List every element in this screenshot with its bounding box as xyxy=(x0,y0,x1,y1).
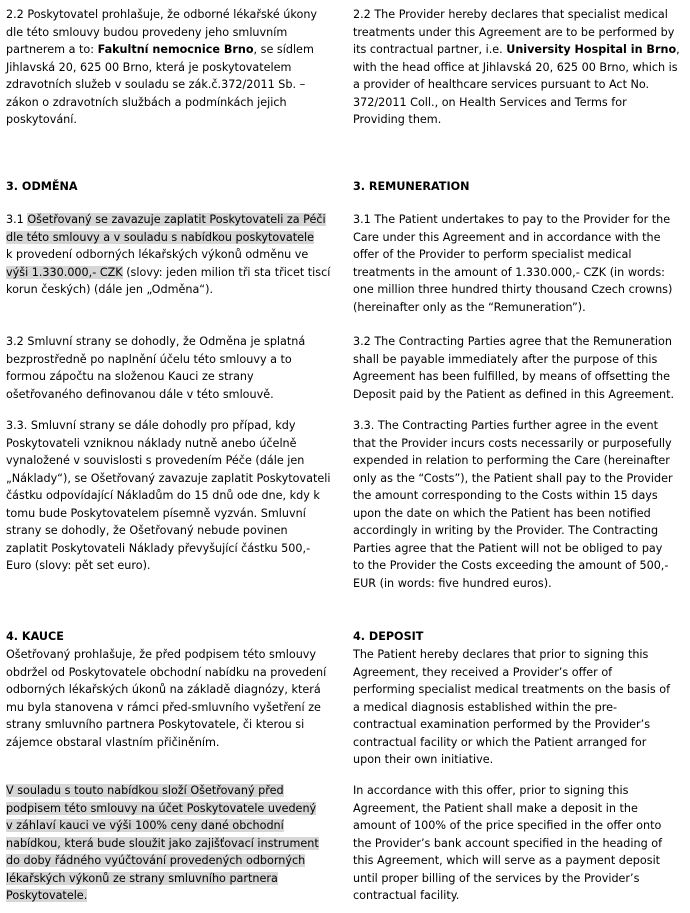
clause-3-2-en xyxy=(353,333,685,403)
text-line: Deposit paid by the Patient as defined in this Agreement. xyxy=(353,387,675,401)
text-line: The Patient hereby declares that prior to signing this xyxy=(353,648,649,661)
section-3-heading-cz: 3. ODMĚNA xyxy=(6,180,78,193)
text-line xyxy=(6,264,340,282)
text-line: Poskytovateli vzniknou náklady nutně anebo účelně xyxy=(6,436,297,450)
text-line: with the head office at Jihlavská 20, 625 00 Brno, which is xyxy=(353,60,678,74)
text-line: Agreement, the Patient shall make a deposit in the xyxy=(353,801,638,815)
clause-4-2-en xyxy=(353,782,685,905)
text-run: , xyxy=(676,43,680,56)
text-line: until proper billing of the services by the Provider’s xyxy=(353,871,640,885)
text-line: only as the “Costs”), the Patient shall pay to the Provider xyxy=(353,471,673,485)
text-line: that the Provider incurs costs necessarily or purposefully xyxy=(353,436,672,450)
text-line: contractual facility or which the Patient arranged for xyxy=(353,735,647,749)
text-line xyxy=(6,41,340,59)
text-line: 372/2011 Coll., on Health Services and Terms for xyxy=(353,95,627,109)
text-line: ošetřovaného definovanou dále v této smlouvě. xyxy=(6,387,274,401)
text-line: 2.2 Poskytovatel prohlašuje, že odborné lékařské úkony xyxy=(6,8,318,21)
highlighted-text: nabídkou, která bude sloužit jako zajišťovací instrument xyxy=(6,836,319,850)
text-line xyxy=(6,870,340,888)
text-line xyxy=(6,782,340,800)
text-line: upon the date on which the Patient has been notified xyxy=(353,506,651,520)
text-line: (hereinafter only as the “Remuneration”). xyxy=(353,300,586,314)
text-line: contractual examination performed by the Provider’s xyxy=(353,718,651,731)
text-run: its contractual partner, i.e. xyxy=(353,43,507,56)
section-3-heading-en: 3. REMUNERATION xyxy=(353,180,470,193)
highlighted-text: V souladu s touto nabídkou složí Ošetřovaný před xyxy=(6,784,284,797)
text-line: 3.3. The Contracting Parties further agree in the event xyxy=(353,419,659,432)
text-line: amount of 100% of the price specified in the offer onto xyxy=(353,819,662,832)
text-line: upon their own initiative. xyxy=(353,753,494,766)
text-line: 3.3. Smluvní strany se dále dohodly pro případ, kdy xyxy=(6,419,296,432)
text-line: the amount corresponding to the Costs within 15 days xyxy=(353,489,658,502)
text-line: 2.2 The Provider hereby declares that specialist medical xyxy=(353,8,668,21)
highlighted-text: Poskytovatele. xyxy=(6,889,88,902)
text-line: treatments in the amount of 1.330.000,- CZK (in words: xyxy=(353,265,665,279)
text-line: mu byla stanovena v rámci před-smluvního vyšetření ze xyxy=(6,700,321,714)
highlighted-text: podpisem této smlouvy na účet Poskytovatele uvedený xyxy=(6,801,317,815)
clause-3-1-en xyxy=(353,211,685,316)
text-run: , se sídlem xyxy=(253,43,314,56)
clause-3-3-cz xyxy=(6,417,340,575)
text-line xyxy=(353,41,685,59)
text-line: zaplatit Poskytovateli Náklady převyšující částku 500,- xyxy=(6,541,311,555)
text-line: zdravotních služeb v souladu se zák.č.372/2011 Sb. – xyxy=(6,78,306,91)
text-line: expended in relation to performing the Care (hereinafter xyxy=(353,454,670,467)
clause-2-2-en xyxy=(353,6,685,129)
text-line: a medical diagnosis established within the pre- xyxy=(353,700,618,714)
text-line: 3.2 Smluvní strany se dohodly, že Odměna je splatná xyxy=(6,335,306,348)
highlighted-text: Ošetřovaný se zavazuje zaplatit Poskytovateli za Péči xyxy=(27,213,326,226)
text-line: tomu bude Poskytovatelem písemně vyzván. Smluvní xyxy=(6,506,306,520)
text-line: Jihlavská 20, 625 00 Brno, která je poskytovatelem xyxy=(6,60,292,74)
text-line: Care under this Agreement and in accordance with the xyxy=(353,230,661,244)
highlighted-text: v záhlaví kauci ve výši 100% ceny dané obchodní xyxy=(6,819,284,832)
text-line: Agreement has been fulfilled, by means of offsetting the xyxy=(353,370,671,383)
section-4-heading-en: 4. DEPOSIT xyxy=(353,630,424,643)
text-line xyxy=(6,852,340,870)
clause-3-3-en xyxy=(353,417,685,592)
highlighted-text: lékařských výkonů ze strany smluvního partnera xyxy=(6,871,278,885)
text-line: to the Provider the Costs exceeding the amount of 500,- xyxy=(353,559,669,572)
text-line: „Náklady“), se Ošetřovaný zavazuje zaplatit Poskytovateli xyxy=(6,471,331,485)
text-line xyxy=(6,229,340,247)
text-line: zájemce obstaral vlastním přičiněním. xyxy=(6,735,220,749)
text-run: 3.1 xyxy=(6,213,28,226)
text-line: contractual facility. xyxy=(353,889,460,902)
text-line: formou zápočtu na složenou Kauci ze strany xyxy=(6,370,254,383)
text-line: Providing them. xyxy=(353,113,442,126)
text-line: offer of the Provider to perform specialist medical xyxy=(353,248,632,261)
text-line: bezprostředně po naplnění účelu této smlouvy a to xyxy=(6,352,292,366)
text-line: zákon o zdravotních službách a podmínkách jejich xyxy=(6,95,287,109)
text-line xyxy=(6,887,340,905)
highlighted-text: výši 1.330.000,- CZK xyxy=(6,265,123,279)
text-line: 3.1 The Patient undertakes to pay to the Provider for the xyxy=(353,213,671,226)
text-line: Parties agree that the Patient will not be obliged to pay xyxy=(353,541,663,555)
text-line: Agreement, they received a Provider’s offer of xyxy=(353,665,613,679)
text-line: accordingly in writing by the Provider. The Contracting xyxy=(353,524,659,537)
text-line: this Agreement, which will serve as a payment deposit xyxy=(353,854,661,867)
text-line: performing specialist medical treatments on the basis of xyxy=(353,683,671,696)
text-line: strany smluvního partnera Poskytovatele, či kterou si xyxy=(6,718,305,731)
text-line xyxy=(6,835,340,853)
text-line: korun českých) (dále jen „Odměna“). xyxy=(6,283,214,296)
text-line: In accordance with this offer, prior to signing this xyxy=(353,784,629,797)
text-line: EUR (in words: five hundred euros). xyxy=(353,576,552,590)
clause-4-2-cz xyxy=(6,782,340,905)
section-4-heading-cz: 4. KAUCE xyxy=(6,630,64,643)
text-line: 3.2 The Contracting Parties agree that the Remuneration xyxy=(353,335,672,348)
clause-3-2-cz xyxy=(6,333,340,403)
clause-4-1-en xyxy=(353,646,685,769)
highlighted-text: dle této smlouvy a v souladu s nabídkou poskytovatele xyxy=(6,230,314,244)
text-line: obdržel od Poskytovatele obchodní nabídku na provedení xyxy=(6,665,327,679)
text-line: poskytování. xyxy=(6,113,77,126)
text-run: partnerem a to: xyxy=(6,43,98,56)
text-line: treatments under this Agreement are to be performed by xyxy=(353,25,675,39)
clause-2-2-cz xyxy=(6,6,340,129)
text-line: a provider of healthcare services pursuant to Act No. xyxy=(353,78,650,91)
hospital-name: University Hospital in Brno xyxy=(506,43,677,56)
text-line: odborných lékařských úkonů na základě diagnózy, která xyxy=(6,683,321,696)
text-run: (slovy: jeden milion tři sta třicet tiscí xyxy=(122,265,331,279)
text-line: vynaložené v souvislosti s provedením Péče (dále jen xyxy=(6,454,305,467)
text-line: Euro (slovy: pět set euro). xyxy=(6,559,151,572)
highlighted-text: do doby řádného vyúčtování provedených odborných xyxy=(6,854,306,867)
clause-4-1-cz xyxy=(6,646,340,751)
text-line: shall be payable immediately after the purpose of this xyxy=(353,352,658,366)
text-line xyxy=(6,800,340,818)
clause-3-1-cz xyxy=(6,211,340,299)
text-line: částku odpovídající Nákladům do 15 dnů ode dne, kdy k xyxy=(6,489,320,502)
text-line: dle této smlouvy budou provedeny jeho smluvním xyxy=(6,25,288,39)
text-line xyxy=(6,211,340,229)
text-line: one million three hundred thirty thousand Czech crowns) xyxy=(353,283,673,296)
text-line: strany se dohodly, že Ošetřovaný nebude povinen xyxy=(6,524,288,537)
text-line: the Provider’s bank account specified in the heading of xyxy=(353,836,663,850)
hospital-name: Fakultní nemocnice Brno xyxy=(97,43,254,56)
text-line: k provedení odborných lékařských výkonů odměnu ve xyxy=(6,248,309,261)
text-line: Ošetřovaný prohlašuje, že před podpisem této smlouvy xyxy=(6,648,317,661)
text-line xyxy=(6,817,340,835)
